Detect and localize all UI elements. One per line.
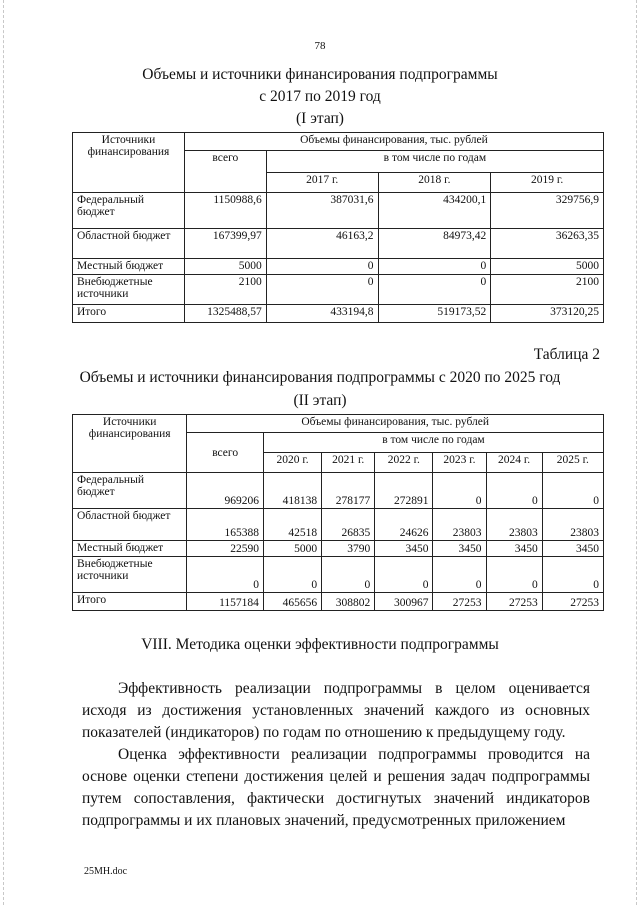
cell-value: 23803 xyxy=(433,509,486,541)
cell-value: 308802 xyxy=(322,593,375,611)
row-label: Федеральный бюджет xyxy=(73,473,187,509)
table-row xyxy=(73,541,604,557)
cell-value: 36263,35 xyxy=(491,229,604,259)
cell-value: 27253 xyxy=(542,593,603,611)
table2-label: Таблица 2 xyxy=(533,346,600,363)
cell-value: 272891 xyxy=(375,473,433,509)
cell-value: 2100 xyxy=(491,275,604,305)
table2 xyxy=(72,414,604,611)
cell-value: 434200,1 xyxy=(378,193,491,229)
table2-year-header: 2025 г. xyxy=(542,453,603,473)
cell-value: 84973,42 xyxy=(378,229,491,259)
row-label: Местный бюджет xyxy=(73,259,185,275)
table2-year-header: 2022 г. xyxy=(375,453,433,473)
page-edge-left xyxy=(3,0,4,905)
table-row xyxy=(73,593,604,611)
table1-header-total: всего xyxy=(184,151,266,193)
table-row xyxy=(73,229,604,259)
cell-value: 3450 xyxy=(542,541,603,557)
cell-value: 42518 xyxy=(263,509,321,541)
cell-value: 373120,25 xyxy=(491,305,604,323)
cell-value: 0 xyxy=(263,557,321,593)
table1-year-header: 2018 г. xyxy=(378,173,491,193)
cell-value: 0 xyxy=(266,259,378,275)
paragraph-2: Оценка эффективности реализации подпрограммы проводится на основе оценки степени достижения целей и решения задач подпрограммы путем сопоставления, фактически достигнутых значений индикаторов подпрограммы и их плановых значений, предусмотренных приложением xyxy=(82,746,590,829)
table2-year-header: 2021 г. xyxy=(322,453,375,473)
cell-value: 3450 xyxy=(375,541,433,557)
cell-total: 1325488,57 xyxy=(184,305,266,323)
cell-value: 0 xyxy=(433,473,486,509)
cell-value: 278177 xyxy=(322,473,375,509)
table2-year-header: 2023 г. xyxy=(433,453,486,473)
table2-title: Объемы и источники финансирования подпрограммы с 2020 по 2025 год xyxy=(79,369,561,386)
cell-value: 3790 xyxy=(322,541,375,557)
cell-value: 0 xyxy=(378,275,491,305)
table1-year-header: 2019 г. xyxy=(491,173,604,193)
cell-value: 26835 xyxy=(322,509,375,541)
cell-value: 5000 xyxy=(263,541,321,557)
cell-value: 0 xyxy=(486,473,542,509)
table1-title-line2: с 2017 по 2019 год xyxy=(259,88,381,105)
cell-value: 433194,8 xyxy=(266,305,378,323)
row-label: Внебюджетные источники xyxy=(73,275,185,305)
row-label: Внебюджетные источники xyxy=(73,557,187,593)
table2-header-total: всего xyxy=(187,433,264,473)
table2-year-header: 2020 г. xyxy=(263,453,321,473)
table1-header-volume: Объемы финансирования, тыс. рублей xyxy=(184,133,603,151)
cell-value: 0 xyxy=(542,473,603,509)
cell-value: 300967 xyxy=(375,593,433,611)
footer-filename: 25МН.doc xyxy=(84,866,128,877)
cell-value: 3450 xyxy=(486,541,542,557)
cell-value: 24626 xyxy=(375,509,433,541)
cell-value: 465656 xyxy=(263,593,321,611)
table2-header-sources: Источники финансирования xyxy=(73,415,187,473)
paragraph-1: Эффективность реализации подпрограммы в целом оценивается исходя из достижения установленных значений каждого из основных показателей (индикаторов) по годам по отношению к предыдущему году. xyxy=(82,680,590,741)
table2-year-header: 2024 г. xyxy=(486,453,542,473)
row-label: Итого xyxy=(73,305,185,323)
table1-header-by-years: в том числе по годам xyxy=(266,151,603,173)
cell-total: 165388 xyxy=(187,509,264,541)
section-title: VIII. Методика оценки эффективности подпрограммы xyxy=(141,636,499,653)
cell-total: 167399,97 xyxy=(184,229,266,259)
cell-value: 46163,2 xyxy=(266,229,378,259)
cell-value: 0 xyxy=(542,557,603,593)
cell-value: 418138 xyxy=(263,473,321,509)
page-number: 78 xyxy=(314,40,326,52)
table1 xyxy=(72,132,604,323)
row-label: Федеральный бюджет xyxy=(73,193,185,229)
table2-stage: (II этап) xyxy=(293,392,347,409)
cell-total: 1150988,6 xyxy=(184,193,266,229)
cell-value: 0 xyxy=(433,557,486,593)
cell-value: 5000 xyxy=(491,259,604,275)
row-label: Местный бюджет xyxy=(73,541,187,557)
row-label: Областной бюджет xyxy=(73,509,187,541)
table-row xyxy=(73,557,604,593)
cell-value: 0 xyxy=(375,557,433,593)
table-row xyxy=(73,275,604,305)
cell-total: 5000 xyxy=(184,259,266,275)
row-label: Итого xyxy=(73,593,187,611)
cell-value: 0 xyxy=(486,557,542,593)
cell-total: 969206 xyxy=(187,473,264,509)
table-row xyxy=(73,259,604,275)
cell-value: 0 xyxy=(322,557,375,593)
cell-value: 27253 xyxy=(486,593,542,611)
cell-value: 329756,9 xyxy=(491,193,604,229)
cell-total: 2100 xyxy=(184,275,266,305)
table1-title-line1: Объемы и источники финансирования подпрограммы xyxy=(142,66,498,83)
table-row xyxy=(73,509,604,541)
cell-value: 0 xyxy=(266,275,378,305)
table-row xyxy=(73,473,604,509)
table1-header-sources: Источники финансирования xyxy=(73,133,185,193)
cell-value: 3450 xyxy=(433,541,486,557)
table-row xyxy=(73,193,604,229)
cell-value: 23803 xyxy=(542,509,603,541)
cell-value: 519173,52 xyxy=(378,305,491,323)
table2-header-volume: Объемы финансирования, тыс. рублей xyxy=(187,415,604,433)
table1-stage: (I этап) xyxy=(296,110,344,127)
cell-total: 0 xyxy=(187,557,264,593)
cell-value: 387031,6 xyxy=(266,193,378,229)
table-row xyxy=(73,305,604,323)
cell-value: 0 xyxy=(378,259,491,275)
cell-total: 1157184 xyxy=(187,593,264,611)
page-edge-right xyxy=(636,0,637,905)
row-label: Областной бюджет xyxy=(73,229,185,259)
cell-total: 22590 xyxy=(187,541,264,557)
cell-value: 23803 xyxy=(486,509,542,541)
table2-header-by-years: в том числе по годам xyxy=(263,433,603,453)
cell-value: 27253 xyxy=(433,593,486,611)
table1-year-header: 2017 г. xyxy=(266,173,378,193)
